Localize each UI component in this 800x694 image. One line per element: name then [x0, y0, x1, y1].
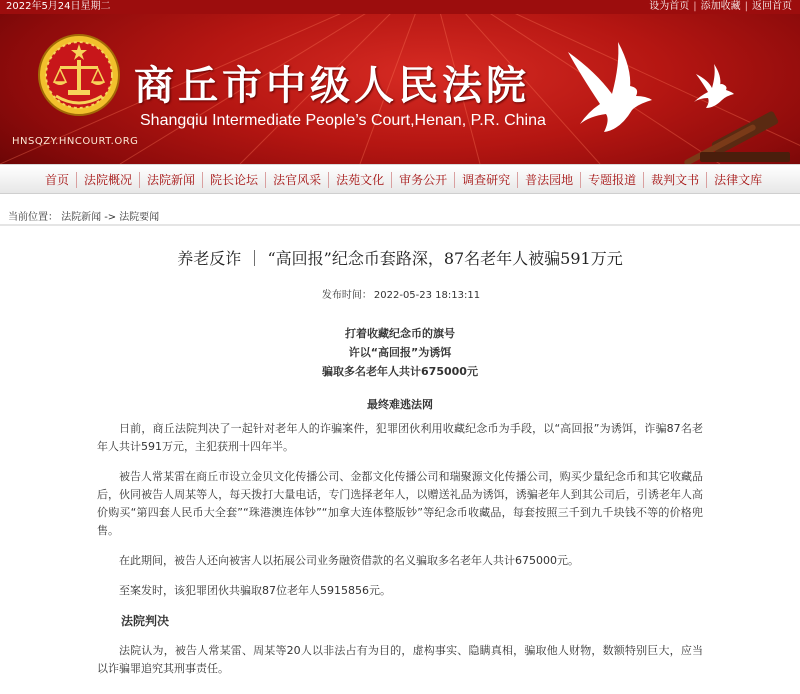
back-home-link[interactable]: 返回首页	[752, 1, 792, 12]
lead-line: 打着收藏纪念币的旗号	[345, 327, 455, 340]
nav-item-research[interactable]: 调查研究	[454, 172, 517, 188]
top-links: 设为首页 | 添加收藏 | 返回首页	[649, 1, 792, 12]
paragraph: 被告人常某雷在商丘市设立金贝文化传播公司、金都文化传播公司和瑞聚源文化传播公司，购买少量纪念币和其它收藏品后，伙同被告人周某等人，每天拨打大量电话，专门选择老年人，以赠送礼品为诱饵，诱骗老年人到其公司后，引诱老年人高价购买“第四套人民币大全套”“珠港澳连体钞”“加拿大连体整版钞”等纪念币收藏品，每套按照三千到九千块钱不等的价格兜售。	[97, 470, 703, 537]
nav-item-special-reports[interactable]: 专题报道	[580, 172, 643, 188]
add-favorite-link[interactable]: 添加收藏	[700, 1, 741, 12]
nav-item-legal-education[interactable]: 普法园地	[517, 172, 580, 188]
site-banner	[0, 14, 800, 164]
set-homepage-link[interactable]: 设为首页	[649, 1, 690, 12]
nav-item-judgment-documents[interactable]: 裁判文书	[643, 172, 706, 188]
main-nav	[0, 164, 800, 194]
divider	[0, 224, 800, 226]
article-body	[97, 420, 703, 690]
nav-item-home[interactable]: 首页	[45, 173, 70, 187]
breadcrumb	[8, 208, 159, 223]
breadcrumb-court-news[interactable]: 法院新闻	[61, 212, 102, 223]
section-title: 法院判决	[121, 614, 170, 628]
publish-time-value: 2022-05-23 18:13:11	[373, 290, 481, 301]
court-emblem-icon	[38, 34, 120, 116]
nav-item-court-news[interactable]: 法院新闻	[139, 172, 202, 188]
nav-item-judge-profiles[interactable]: 法官风采	[265, 172, 328, 188]
lead-line: 许以“高回报”为诱饵	[348, 346, 452, 359]
paragraph: 至案发时，该犯罪团伙共骗取87位老年人5915856元。	[119, 584, 391, 597]
nav-item-court-overview[interactable]: 法院概况	[76, 172, 139, 188]
publish-time	[0, 286, 800, 301]
paragraph: 法院认为，被告人常某雷、周某等20人以非法占有为目的，虚构事实、隐瞒真相，骗取他人财物，数额特别巨大，应当以诈骗罪追究其刑事责任。	[97, 644, 703, 675]
nav-item-court-culture[interactable]: 法苑文化	[328, 172, 391, 188]
nav-item-president-forum[interactable]: 院长论坛	[202, 172, 265, 188]
breadcrumb-prefix: 当前位置：	[8, 212, 58, 223]
top-bar	[0, 0, 800, 14]
paragraph: 在此期间，被告人还向被害人以拓展公司业务融资借款的名义骗取多名老年人共计675000元。	[119, 554, 579, 567]
nav-item-judicial-openness[interactable]: 审务公开	[391, 172, 454, 188]
breadcrumb-arrow: ->	[104, 212, 117, 223]
article-title: 养老反诈 ｜ “高回报”纪念币套路深，87名老年人被骗591万元	[177, 249, 623, 268]
breadcrumb-court-headlines[interactable]: 法院要闻	[119, 212, 160, 223]
doves-and-gavel-icon	[560, 34, 790, 164]
court-name-chinese: 商丘市中级人民法院	[134, 62, 530, 109]
article-lead	[0, 324, 800, 381]
paragraph: 日前，商丘法院判决了一起针对老年人的诈骗案件，犯罪团伙利用收藏纪念币为手段，以“高回报”为诱饵，诈骗87名老年人共计591万元，主犯获刑十四年半。	[97, 422, 703, 453]
lead-conclusion: 最终难逃法网	[367, 398, 433, 411]
publish-time-label: 发布时间：	[321, 290, 372, 301]
nav-item-law-library[interactable]: 法律文库	[706, 172, 769, 188]
lead-line: 骗取多名老年人共计675000元	[322, 365, 478, 378]
current-date: 2022年5月24日星期二	[6, 1, 111, 12]
site-domain: HNSQZY.HNCOURT.ORG	[12, 136, 139, 147]
court-name-english: Shangqiu Intermediate People’s Court,Henan, P.R. China	[140, 112, 546, 129]
